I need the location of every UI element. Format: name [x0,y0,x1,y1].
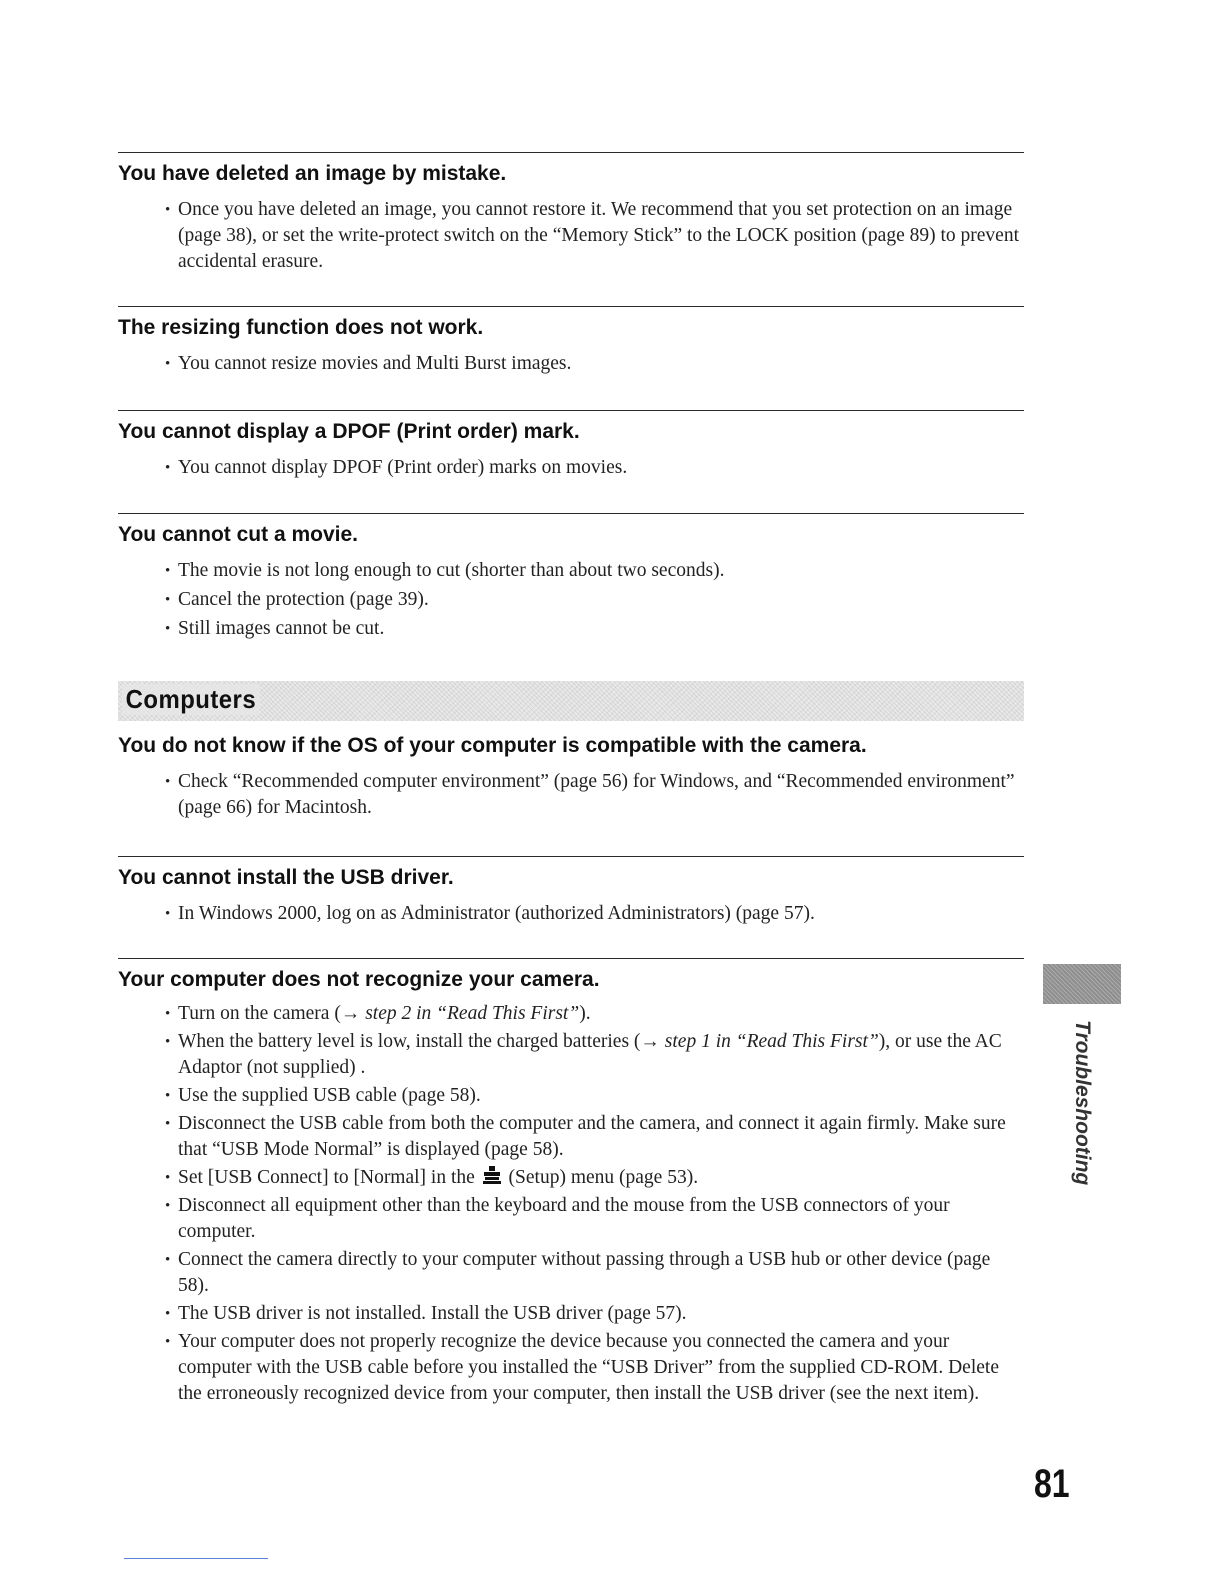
chapter-label-text: Troubleshooting [1071,1020,1094,1186]
text: Set [USB Connect] to [Normal] in the [178,1167,475,1188]
divider [118,856,1024,857]
bullet-list [118,351,1024,377]
section-resizing [118,306,1024,377]
computers-banner [118,681,1024,721]
section-cut-movie [118,513,1024,642]
bullet-list [118,455,1024,481]
divider [118,410,1024,411]
list-item: • Your computer does not properly recognize the device because you connected the camera and your computer with the USB cable before you installed the “USB Driver” from the supplied CD-ROM. Delete the erroneously recognized device from your computer, then install the USB driver (see the next item). [118,1329,1024,1407]
bullet-list [118,558,1024,642]
list-item: • Use the supplied USB cable (page 58). [118,1083,1024,1109]
bullet-list [118,1001,1024,1407]
banner-title: Computers [122,684,260,715]
text: Turn on the camera (→ [178,1003,366,1024]
list-item: • You cannot display DPOF (Print order) marks on movies. [118,455,1024,481]
footer-line [124,1558,268,1559]
bullet-list [118,901,1024,927]
setup-icon [482,1165,502,1185]
list-item: • The movie is not long enough to cut (shorter than about two seconds). [118,558,1024,584]
list-item: • In Windows 2000, log on as Administrator (authorized Administrators) (page 57). [118,901,1024,927]
section-heading: You cannot cut a movie. [118,523,358,546]
section-os-compatible [118,733,1024,821]
list-item: • You cannot resize movies and Multi Burst images. [118,351,1024,377]
bullet-list [118,769,1024,821]
text: ), or use the AC Adaptor (not supplied) . [178,1031,1002,1078]
list-item: • Disconnect the USB cable from both the computer and the camera, and connect it again firmly. Make sure that “USB Mode Normal” is displayed (page 58). [118,1111,1024,1163]
section-heading: The resizing function does not work. [118,316,484,339]
list-item [118,1029,1024,1081]
list-item [118,1165,1024,1191]
list-item: • Once you have deleted an image, you cannot restore it. We recommend that you set protection on an image (page 38), or set the write-protect switch on the “Memory Stick” to the LOCK position (page 89) to prevent accidental erasure. [118,197,1024,275]
page-number: 81 [1034,1462,1070,1506]
section-heading: You cannot install the USB driver. [118,866,454,889]
section-usb-driver [118,856,1024,927]
divider [118,958,1024,959]
chapter-tab-marker [1043,964,1121,1004]
section-not-recognize [118,958,1024,1407]
text: ). [579,1003,591,1024]
list-item [118,1001,1024,1027]
chapter-tab-label [1070,1020,1100,1186]
section-heading: You have deleted an image by mistake. [118,162,507,185]
list-item: • Disconnect all equipment other than the keyboard and the mouse from the USB connectors of your computer. [118,1193,1024,1245]
section-deleted-image [118,152,1024,275]
list-item: • Check “Recommended computer environment” (page 56) for Windows, and “Recommended environment” (page 66) for Macintosh. [118,769,1024,821]
section-heading: You cannot display a DPOF (Print order) mark. [118,420,580,443]
bullet-list [118,197,1024,275]
divider [118,306,1024,307]
list-item: • Still images cannot be cut. [118,616,1024,642]
reference-italic: step 1 in “Read This First” [664,1031,879,1052]
section-heading: You do not know if the OS of your computer is compatible with the camera. [118,734,867,757]
divider [118,513,1024,514]
list-item: • The USB driver is not installed. Install the USB driver (page 57). [118,1301,1024,1327]
text: (Setup) menu (page 53). [508,1167,699,1188]
list-item: • Cancel the protection (page 39). [118,587,1024,613]
section-dpof [118,410,1024,481]
section-heading: Your computer does not recognize your camera. [118,968,600,991]
reference-italic: step 2 in “Read This First” [365,1003,580,1024]
text: When the battery level is low, install the charged batteries (→ [178,1031,665,1052]
list-item: • Connect the camera directly to your computer without passing through a USB hub or other device (page 58). [118,1247,1024,1299]
divider [118,152,1024,153]
